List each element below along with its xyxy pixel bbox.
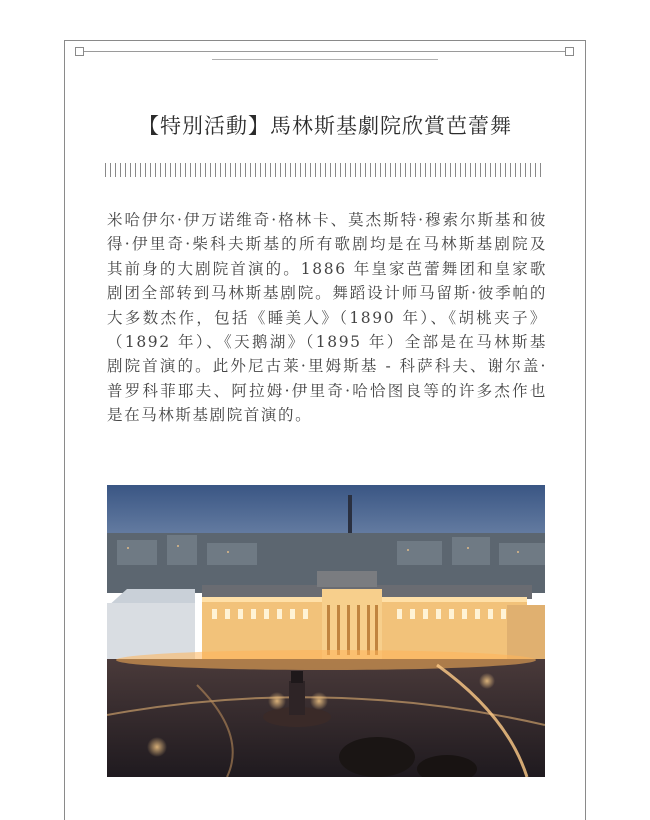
page-title: 【特別活動】馬林斯基劇院欣賞芭蕾舞 — [138, 114, 512, 138]
frame-corner-ornament-left — [75, 47, 84, 56]
palace-photo — [107, 485, 545, 777]
frame-corner-ornament-right — [565, 47, 574, 56]
body-paragraph: 米哈伊尔·伊万诺维奇·格林卡、莫杰斯特·穆索尔斯基和彼得·伊里奇·柴科夫斯基的所有歌剧均是在马林斯基剧院及其前身的大剧院首演的。1886 年皇家芭蕾舞团和皇家歌剧团全部转到马林斯基剧院。舞蹈设计师马留斯·彼季帕的大多数杰作，包括《睡美人》（1890 年）、《胡桃夹子》（1892 年）、《天鹅湖》（1895 年）全部是在马林斯基剧院首演的。此外尼古莱·里姆斯基 - 科萨科夫、谢尔盖·普罗科菲耶夫、阿拉姆·伊里奇·哈恰图良等的许多杰作也是在马林斯基剧院首演的。 — [107, 211, 547, 425]
frame-top-rule — [84, 51, 565, 52]
tick-divider — [105, 163, 545, 177]
frame-top-short-rule — [212, 59, 438, 60]
palace-photo-illustration — [107, 485, 545, 777]
